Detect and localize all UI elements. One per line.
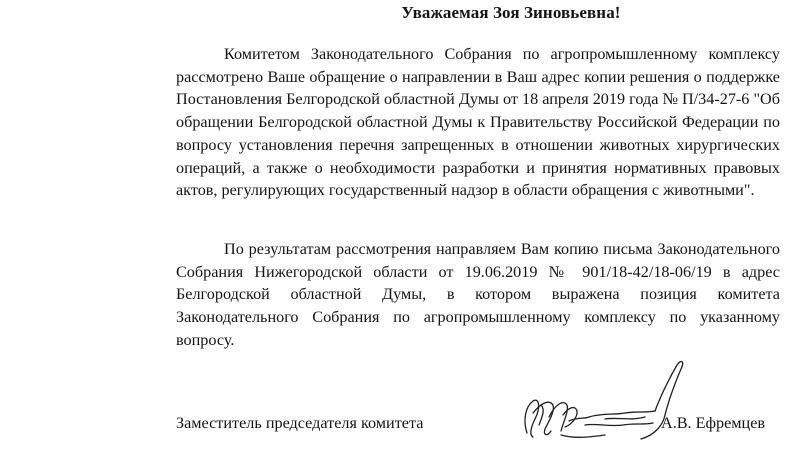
paragraph-1: Комитетом Законодательного Собрания по агропромышленному комплексу рассмотрено Ваше обращение о направлении в Ваш адрес копии решения о поддержке Постановления Белгородской областной Думы от 18 апреля 2019 года № П/34-27-6 "Об обращении Белгородской областной Думы к Правительству Российской Федерации по вопросу установления перечня запрещенных в отношении животных хирургических операций, а также о необходимости разработки и принятия нормативных правовых актов, регулирующих государственный надзор в области обращения с животными". [176,45,780,200]
signature-row [176,414,780,436]
signatory-name: А.В. Ефремцев [661,414,766,432]
paragraph-2: По результатам рассмотрения направляем Вам копию письма Законодательного Собрания Нижегородской области от 19.06.2019 № 901/18-42/18-06/19 в адрес Белгородской областной Думы, в котором выражена позиция комитета Законодательного Собрания по агропромышленному комплексу по указанному вопросу. [176,240,780,349]
signatory-title: Заместитель председателя комитета [176,414,424,432]
salutation-text: Уважаемая Зоя Зиновьевна! [401,3,621,22]
salutation [0,3,800,23]
